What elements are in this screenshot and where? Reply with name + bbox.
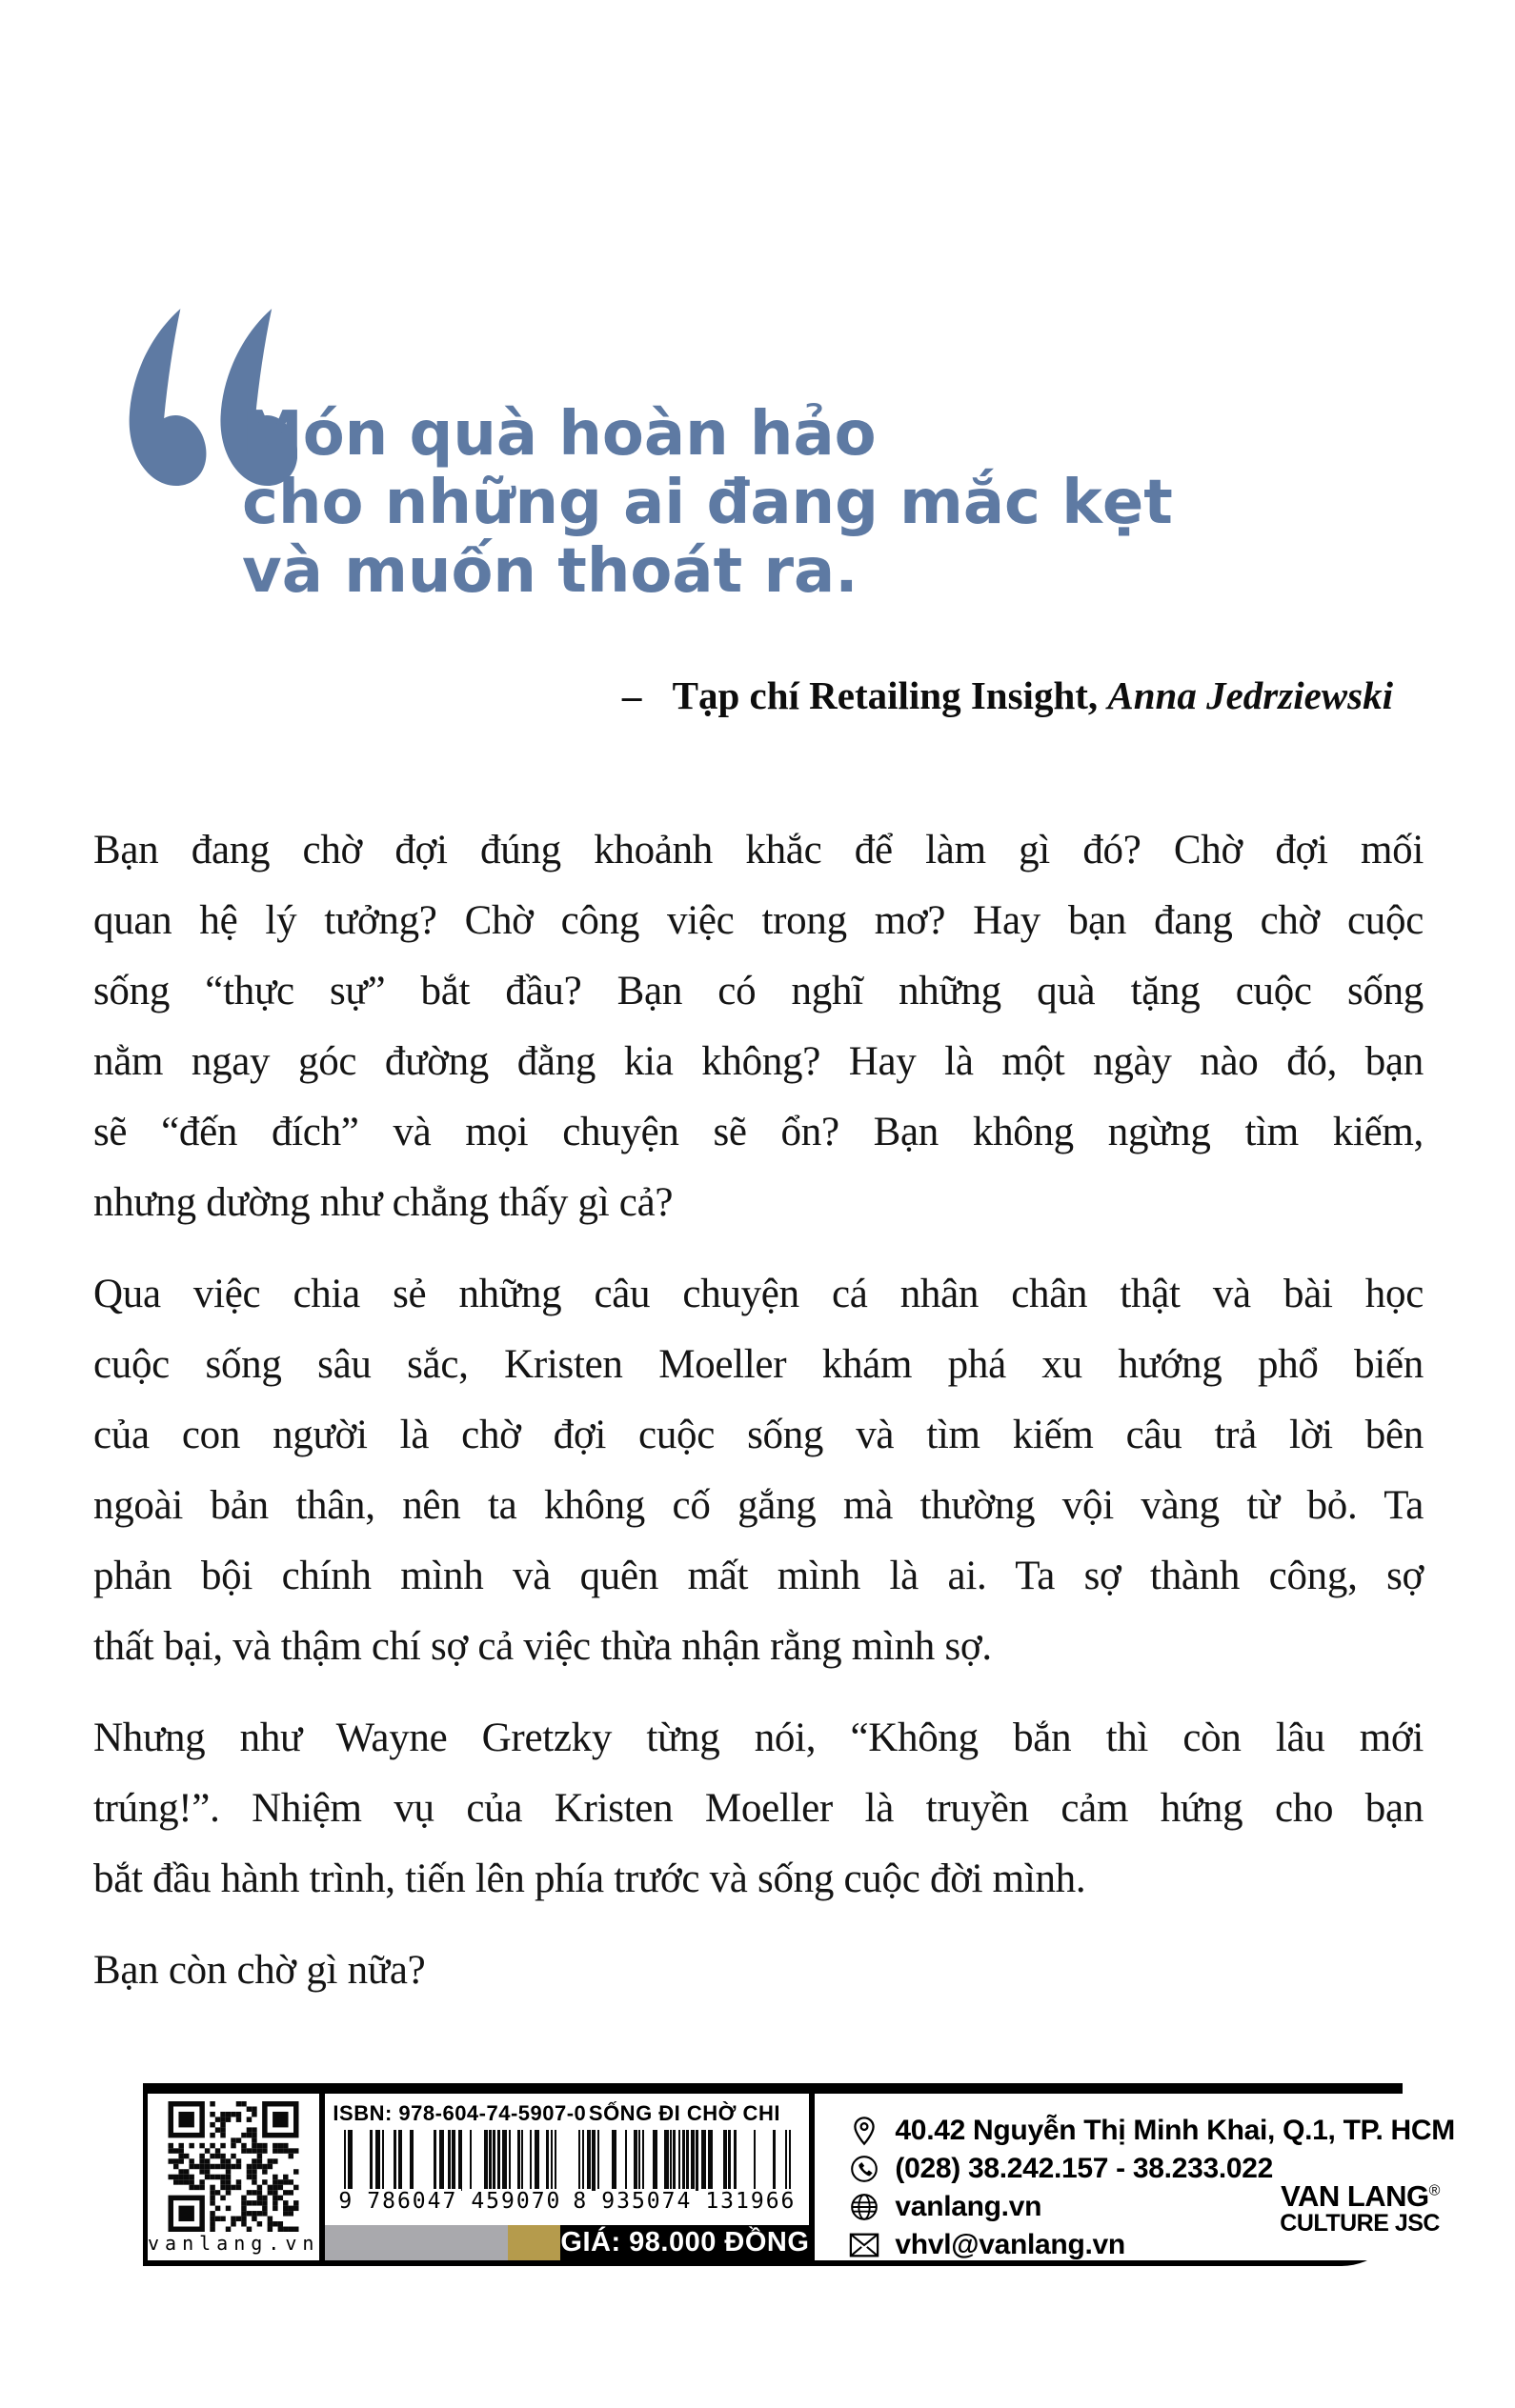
- publisher-logo: [1280, 2178, 1440, 2237]
- headline-line-1: Món quà hoàn hảo: [242, 399, 877, 470]
- body-line: của con người là chờ đợi cuộc sống và tìm kiếm câu trả lời bên: [93, 1413, 1424, 1457]
- contact-address-row: [849, 2115, 1455, 2147]
- publisher-name: VAN LANG: [1281, 2178, 1429, 2213]
- publisher-sub: CULTURE JSC: [1280, 2209, 1440, 2237]
- website-text: vanlang.vn: [895, 2191, 1042, 2222]
- publisher-bar: [143, 2083, 1455, 2266]
- body-line: nhưng dường như chẳng thấy gì cả?: [93, 1180, 674, 1225]
- body-paragraph: [93, 1259, 1424, 1682]
- body-line: Nhưng như Wayne Gretzky từng nói, “Không bắn thì còn lâu mới: [93, 1716, 1424, 1760]
- body-line: quan hệ lý tưởng? Chờ công việc trong mơ? Hay bạn đang chờ cuộc: [93, 898, 1424, 943]
- qr-code-icon: [167, 2101, 300, 2232]
- globe-icon: [849, 2192, 879, 2222]
- body-line: trúng!”. Nhiệm vụ của Kristen Moeller là truyền cảm hứng cho bạn: [93, 1786, 1424, 1831]
- attribution: [95, 667, 1393, 724]
- ean-barcode-icon: [573, 2130, 797, 2214]
- phone-icon: [849, 2154, 879, 2184]
- body-line: cuộc sống sâu sắc, Kristen Moeller khám phá xu hướng phổ biến: [93, 1342, 1424, 1387]
- qr-cell: [148, 2094, 319, 2260]
- grey-strip: [325, 2225, 507, 2260]
- location-pin-icon: [849, 2115, 879, 2147]
- email-text: vhvl@vanlang.vn: [895, 2229, 1125, 2260]
- body-line: Qua việc chia sẻ những câu chuyện cá nhân chân thật và bài học: [93, 1272, 1424, 1316]
- contact-cell: [815, 2094, 1482, 2260]
- isbn-digits: 9 786047 459070: [334, 2189, 565, 2214]
- body-paragraph: [93, 1703, 1424, 1915]
- body-line: Bạn đang chờ đợi đúng khoảnh khắc để làm gì đó? Chờ đợi mối: [93, 828, 1424, 873]
- body-paragraph: [93, 815, 1424, 1238]
- book-title-label: SỐNG ĐI CHỜ CHI: [588, 2101, 780, 2125]
- registered-mark: ®: [1428, 2182, 1440, 2199]
- address-text: 40.42 Nguyễn Thị Minh Khai, Q.1, TP. HCM: [895, 2115, 1455, 2146]
- isbn-barcode-icon: [338, 2130, 562, 2214]
- body-line: ngoài bản thân, nên ta không cố gắng mà thường vội vàng từ bỏ. Ta: [93, 1483, 1424, 1528]
- envelope-icon: [849, 2232, 879, 2258]
- body-line: sẽ “đến đích” và mọi chuyện sẽ ổn? Bạn không ngừng tìm kiếm,: [93, 1110, 1424, 1154]
- headline-line-3: và muốn thoát ra.: [242, 536, 858, 607]
- body-text: [93, 815, 1424, 2027]
- attribution-author: Anna Jedrziewski: [1107, 673, 1393, 717]
- attribution-dash: –: [621, 673, 642, 717]
- headline-line-2: cho những ai đang mắc kẹt: [242, 468, 1173, 538]
- gold-strip: [508, 2225, 561, 2260]
- phone-text: (028) 38.242.157 - 38.233.022: [895, 2153, 1274, 2184]
- body-line: bắt đầu hành trình, tiến lên phía trước và sống cuộc đời mình.: [93, 1856, 1086, 1901]
- ean-digits: 8 935074 131966: [569, 2189, 799, 2214]
- body-line: sống “thực sự” bắt đầu? Bạn có nghĩ những quà tặng cuộc sống: [93, 969, 1424, 1013]
- body-line: phản bội chính mình và quên mất mình là ai. Ta sợ thành công, sợ: [93, 1554, 1424, 1598]
- headline-quote: [242, 400, 1173, 606]
- body-paragraph: [93, 1936, 1424, 2006]
- attribution-source: Tạp chí Retailing Insight,: [672, 673, 1099, 717]
- price-label: GIÁ: 98.000 ĐỒNG: [560, 2225, 809, 2260]
- qr-caption: vanlang.vn: [148, 2232, 320, 2255]
- body-line: Bạn còn chờ gì nữa?: [93, 1948, 426, 1993]
- body-line: thất bại, và thậm chí sợ cả việc thừa nhận rằng mình sợ.: [93, 1624, 992, 1669]
- price-strip: [325, 2225, 809, 2260]
- body-line: nằm ngay góc đường đằng kia không? Hay là một ngày nào đó, bạn: [93, 1039, 1424, 1084]
- barcode-cell: [325, 2094, 809, 2260]
- isbn-label: ISBN: 978-604-74-5907-0: [333, 2101, 587, 2125]
